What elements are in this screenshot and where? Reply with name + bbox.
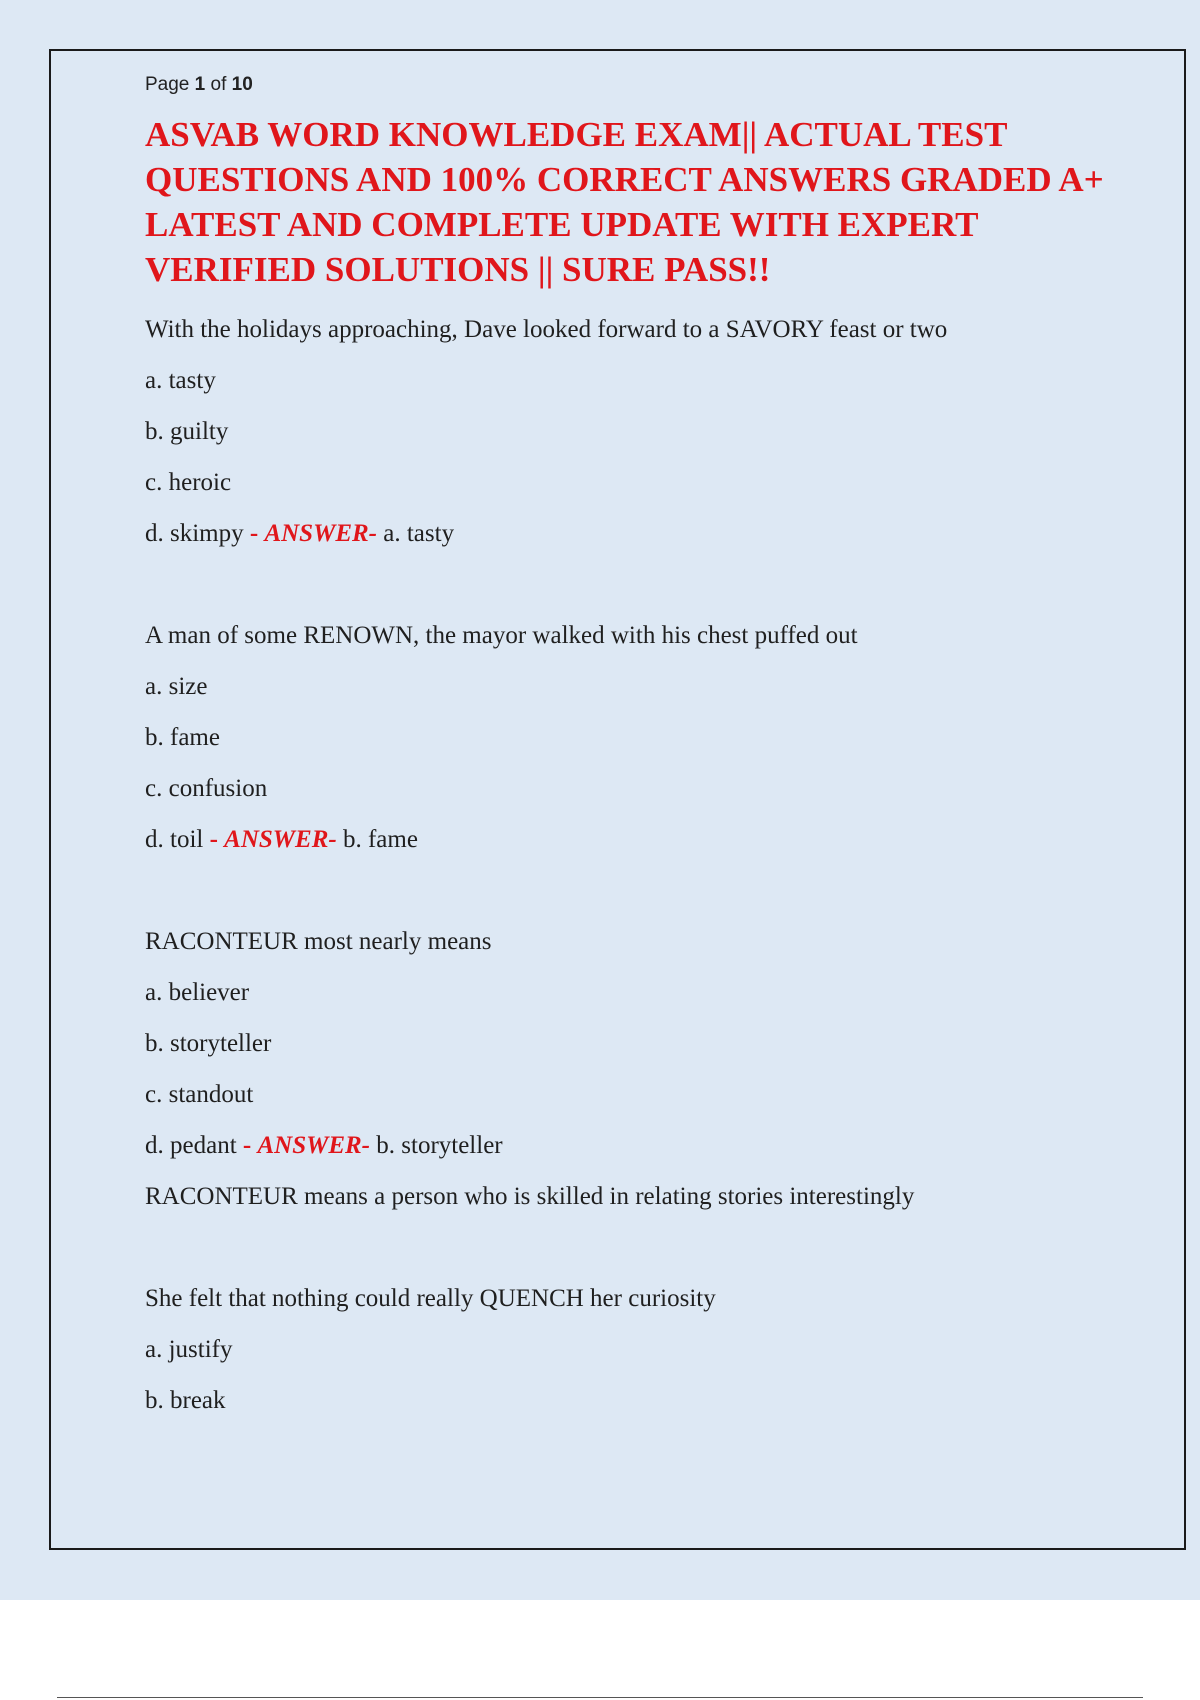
- option: a. believer: [145, 979, 250, 1006]
- option: c. heroic: [145, 469, 232, 496]
- option: a. tasty: [145, 367, 216, 394]
- answer-separator: -: [242, 1132, 258, 1159]
- answer-note: RACONTEUR means a person who is skilled in relating stories interestingly: [145, 1183, 915, 1210]
- option-with-answer: [145, 814, 1145, 865]
- document-content: [145, 70, 1145, 1426]
- page-label: Page: [145, 74, 190, 95]
- question-stem: A man of some RENOWN, the mayor walked with his chest puffed out: [145, 622, 858, 649]
- answer-value: b. fame: [342, 826, 418, 853]
- question-1: [145, 304, 1145, 559]
- option: c. confusion: [145, 775, 268, 802]
- document-title: ASVAB WORD KNOWLEDGE EXAM|| ACTUAL TEST QUESTIONS AND 100% CORRECT ANSWERS GRADED A+ LATEST AND COMPLETE UPDATE WITH EXPERT VERIFIED SOLUTIONS || SURE PASS!!: [145, 115, 1104, 289]
- question-3: [145, 916, 1145, 1222]
- answer-label: ANSWER-: [224, 826, 337, 853]
- option: b. break: [145, 1387, 226, 1414]
- question-stem: With the holidays approaching, Dave looked forward to a SAVORY feast or two: [145, 316, 948, 343]
- option-with-answer: [145, 1120, 1145, 1171]
- question-4: [145, 1273, 1145, 1426]
- option-with-answer: [145, 508, 1145, 559]
- option: b. storyteller: [145, 1030, 272, 1057]
- option: a. justify: [145, 1336, 233, 1363]
- option: c. standout: [145, 1081, 254, 1108]
- option: b. guilty: [145, 418, 229, 445]
- option: a. size: [145, 673, 208, 700]
- answer-value: a. tasty: [383, 520, 455, 547]
- option: d. skimpy: [145, 520, 244, 547]
- bottom-rule: [57, 1697, 1143, 1698]
- page-total: 10: [231, 74, 253, 95]
- option: d. pedant: [145, 1132, 237, 1159]
- answer-separator: -: [209, 826, 225, 853]
- page-of: of: [210, 74, 227, 95]
- page-number: [145, 70, 1145, 100]
- answer-label: ANSWER-: [257, 1132, 371, 1159]
- answer-label: ANSWER-: [264, 520, 377, 547]
- question-stem: She felt that nothing could really QUENCH her curiosity: [145, 1285, 716, 1312]
- option: d. toil: [145, 826, 204, 853]
- answer-separator: -: [249, 520, 265, 547]
- answer-value: b. storyteller: [376, 1132, 503, 1159]
- page-current: 1: [194, 74, 206, 95]
- option: b. fame: [145, 724, 220, 751]
- question-2: [145, 610, 1145, 865]
- question-stem: RACONTEUR most nearly means: [145, 928, 492, 955]
